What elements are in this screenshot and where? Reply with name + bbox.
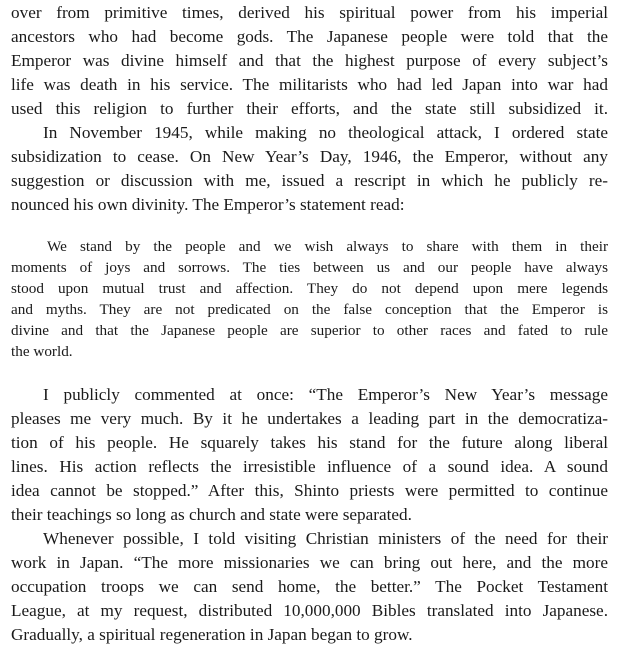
text-line: used this religion to further their efforts, and the state still subsidized it. — [11, 99, 608, 118]
text-line: lines. His action reflects the irresistible influence of a sound idea. A sound — [11, 457, 608, 476]
text-line: their teachings so long as church and state were separated. — [11, 505, 412, 524]
text-line: In November 1945, while making no theological attack, I ordered state — [43, 123, 608, 142]
text-line: nounced his own divinity. The Emperor’s statement read: — [11, 195, 405, 214]
quote-line: We stand by the people and we wish always to share with them in their — [47, 238, 608, 255]
text-line: idea cannot be stopped.” After this, Shinto priests were permitted to continue — [11, 481, 608, 500]
text-line: occupation troops we can send home, the better.” The Pocket Testament — [11, 577, 608, 596]
quote-line: moments of joys and sorrows. The ties between us and our people have always — [11, 259, 608, 276]
quote-line: stood upon mutual trust and affection. They do not depend upon mere legends — [11, 280, 608, 297]
text-line: Whenever possible, I told visiting Christian ministers of the need for their — [43, 529, 608, 548]
text-line: Gradually, a spiritual regeneration in Japan began to grow. — [11, 625, 413, 644]
quote-line: divine and that the Japanese people are superior to other races and fated to rule — [11, 322, 608, 339]
text-line: League, at my request, distributed 10,000,000 Bibles translated into Japanese. — [11, 601, 608, 620]
text-line: Emperor was divine himself and that the highest purpose of every subject’s — [11, 51, 608, 70]
text-line: I publicly commented at once: “The Emperor’s New Year’s message — [43, 385, 608, 404]
text-line: ancestors who had become gods. The Japanese people were told that the — [11, 27, 608, 46]
text-line: work in Japan. “The more missionaries we can bring out here, and the more — [11, 553, 608, 572]
quote-line: the world. — [11, 343, 73, 360]
quote-line: and myths. They are not predicated on the false conception that the Emperor is — [11, 301, 608, 318]
text-line: pleases me very much. By it he undertakes a leading part in the democratiza- — [11, 409, 608, 428]
text-line: tion of his people. He squarely takes his stand for the future along liberal — [11, 433, 608, 452]
text-line: over from primitive times, derived his spiritual power from his imperial — [11, 3, 608, 22]
text-line: subsidization to cease. On New Year’s Day, 1946, the Emperor, without any — [11, 147, 608, 166]
text-line: life was death in his service. The militarists who had led Japan into war had — [11, 75, 608, 94]
text-line: suggestion or discussion with me, issued a rescript in which he publicly re- — [11, 171, 608, 190]
